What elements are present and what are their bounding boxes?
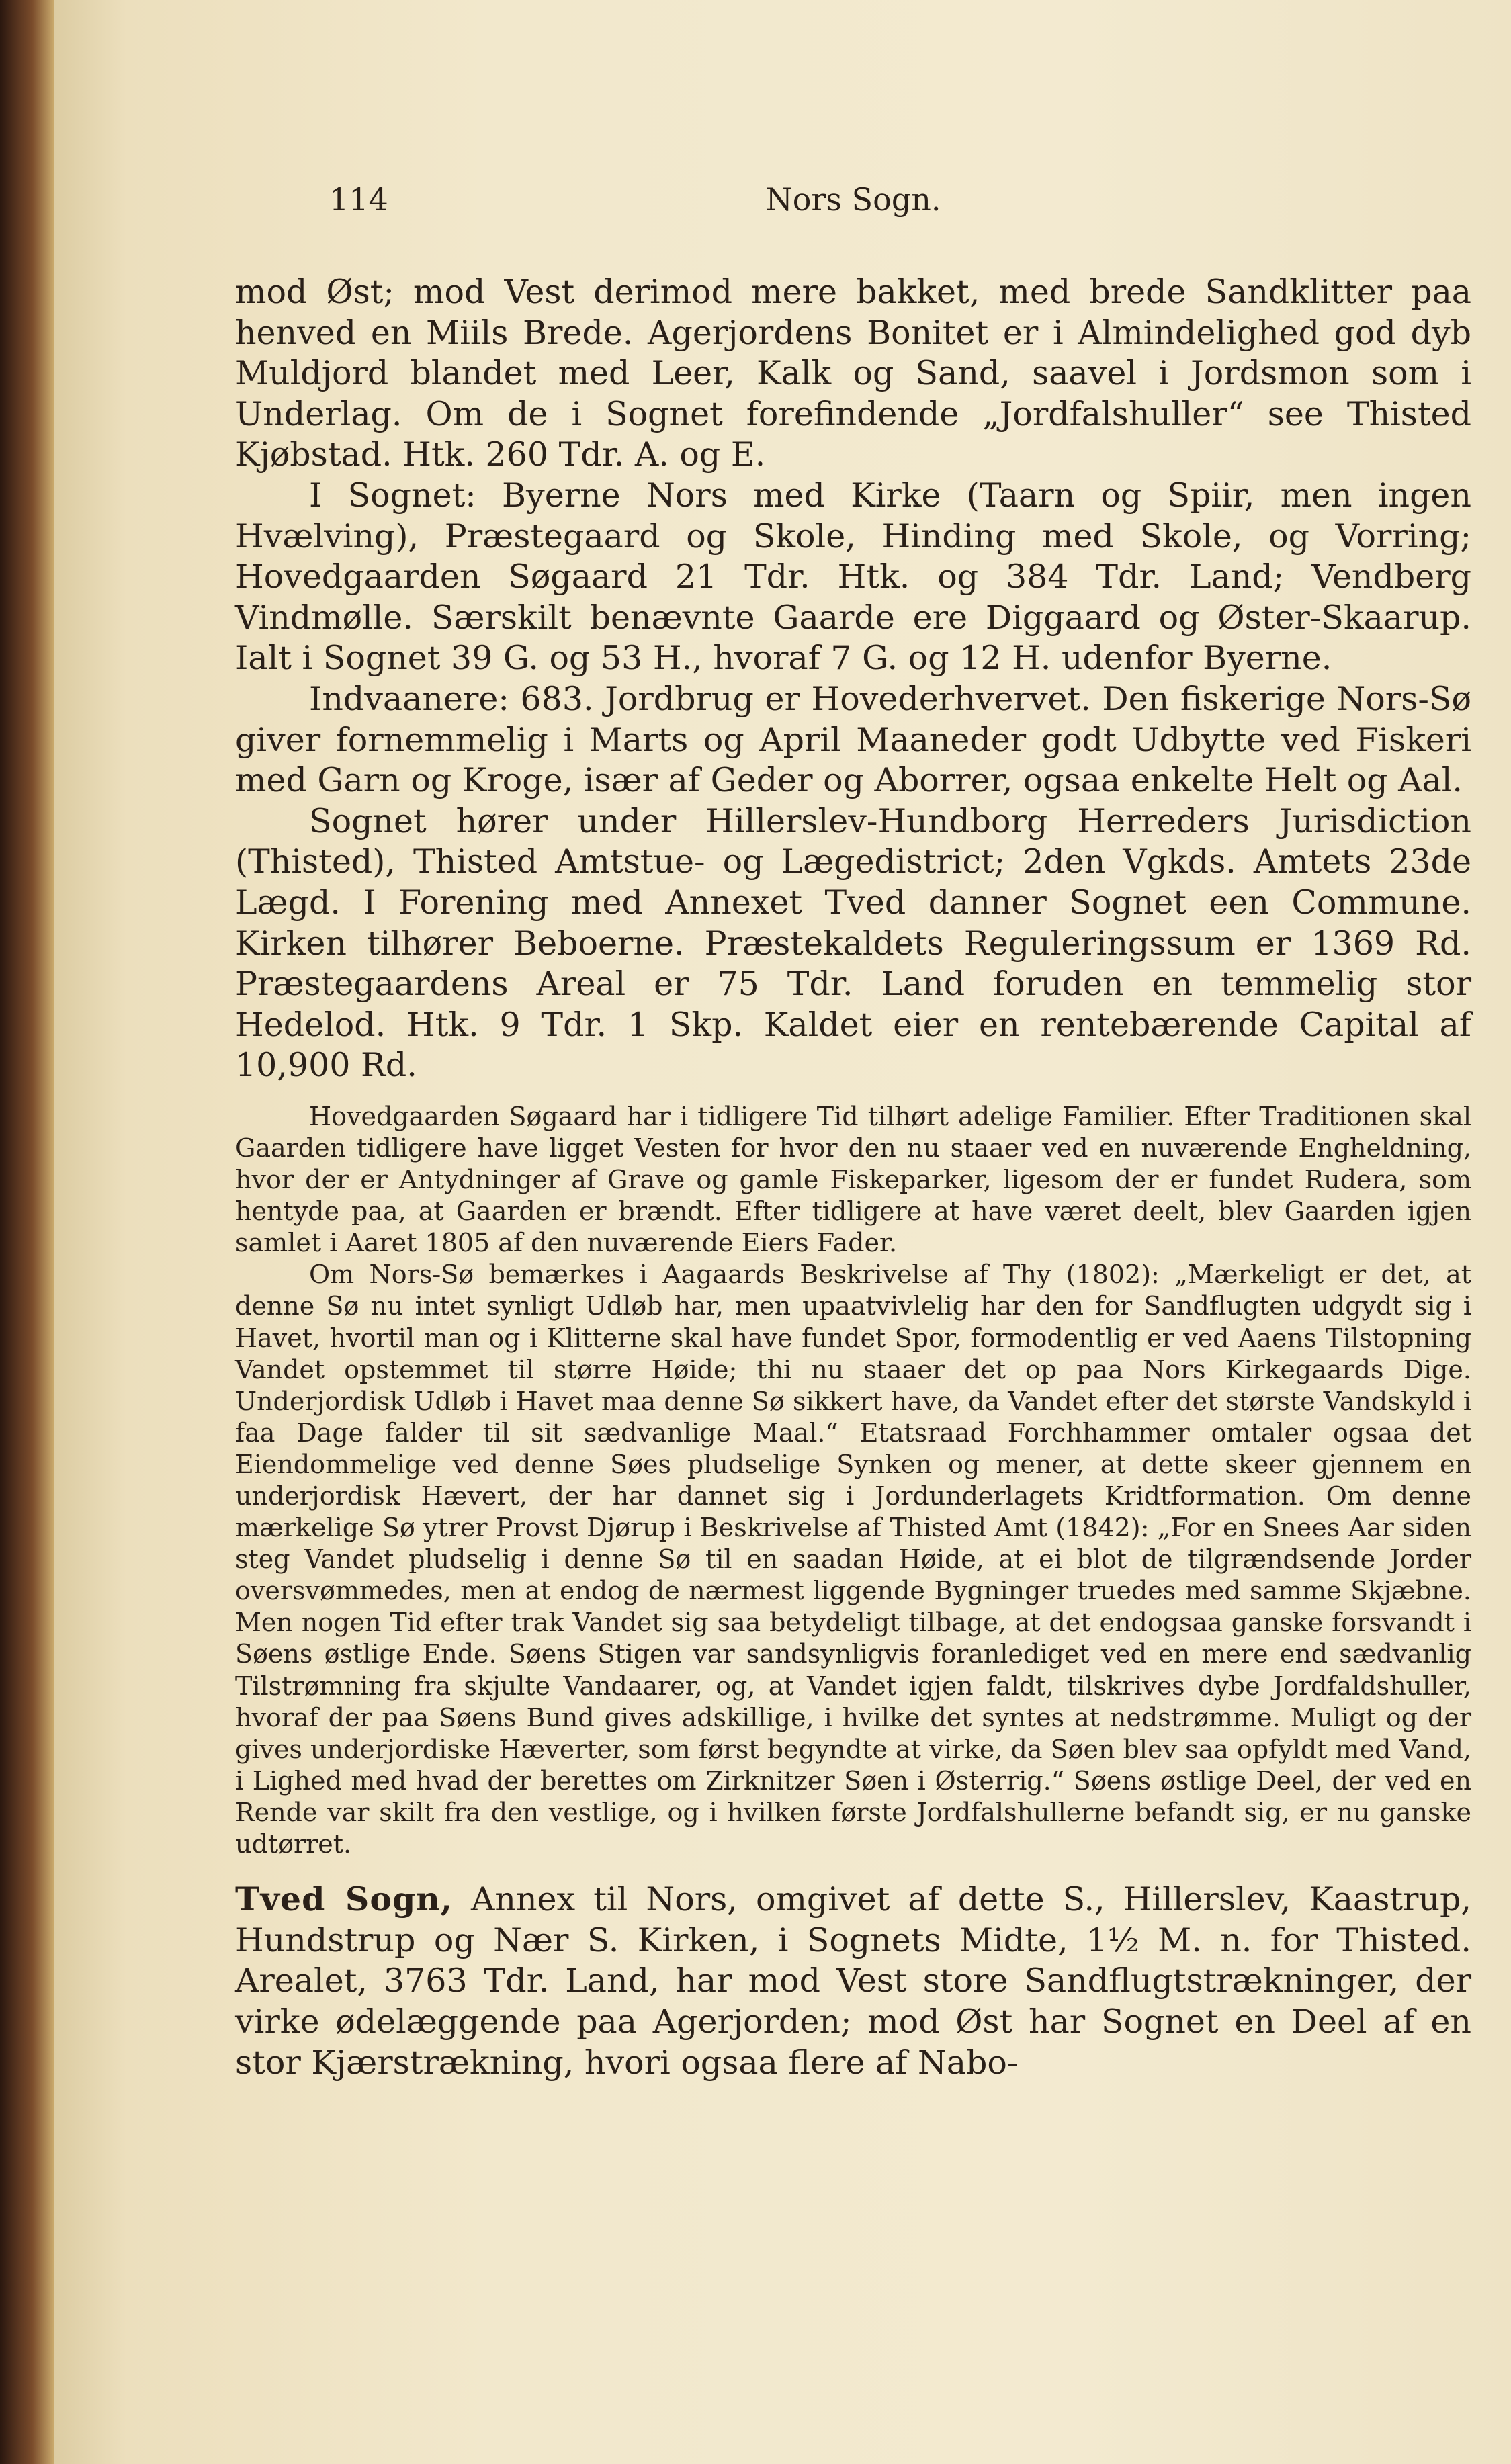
note-paragraph: Om Nors-Sø bemærkes i Aagaards Beskrivelse af Thy (1802): „Mærkeligt er det, at denne Sø nu intet synligt Udløb har, men upaatvivlelig har den for Sandflugten udgydt sig i Havet, hvortil man og i Klitterne skal have fundet Spor, formodentlig er ved Aaens Tilstopning Vandet opstemmet til større Høide; thi nu staaer det op paa Nors Kirkegaards Dige. Underjordisk Udløb i Havet maa denne Sø sikkert have, da Vandet efter det største Vandskyld i faa Dage falder til sit sædvanlige Maal.“ Etatsraad Forchhammer omtaler ogsaa det Eiendommelige ved denne Søes pludselige Synken og mener, at dette skeer gjennem en underjordisk Hævert, der har dannet sig i Jordunderlagets Kridtformation. Om denne mærkelige Sø ytrer Provst Djørup i Beskrivelse af Thisted Amt (1842): „For en Snees Aar siden steg Vandet pludselig i denne Sø til en saadan Høide, at ei blot de tilgrændsende Jorder oversvømmedes, men at endog de nærmest liggende Bygninger truedes med samme Skjæbne. Men nogen Tid efter trak Vandet sig saa betydeligt tilbage, at det endogsaa ganske forsvandt i Søens østlige Ende. Søens Stigen var sandsynligvis foranlediget ved en mere end sædvanlig Tilstrømning fra skjulte Vandaarer, og, at Vandet igjen faldt, tilskrives dybe Jordfaldshuller, hvoraf der paa Søens Bund gives adskillige, i hvilke det syntes at nedstrømme. Muligt og der gives underjordiske Hæverter, som først begyndte at virke, da Søen blev saa opfyldt med Vand, i Lighed med hvad der berettes om Zirknitzer Søen i Østerrig.“ Søens østlige Deel, der ved en Rende var skilt fra den vestlige, og i hvilken første Jordfalshullerne befandt sig, er nu ganske udtørret.: [235, 1260, 1471, 1859]
book-spine: [0, 0, 54, 2464]
note-paragraph: Hovedgaarden Søgaard har i tidligere Tid tilhørt adelige Familier. Efter Traditionen skal Gaarden tidligere have ligget Vesten for hvor den nu staaer ved en nuværende Engheldning, hvor der er Antydninger af Grave og gamle Fiskeparker, ligesom der er fundet Rudera, som hentyde paa, at Gaarden er brændt. Efter tidligere at have været deelt, blev Gaarden igjen samlet i Aaret 1805 af den nuværende Eiers Fader.: [235, 1101, 1471, 1258]
paragraph: Indvaanere: 683. Jordbrug er Hovederhvervet. Den fiskerige Nors-Sø giver fornemmelig i Marts og April Maaneder godt Udbytte ved Fiskeri med Garn og Kroge, især af Geder og Aborrer, ogsaa enkelte Helt og Aal.: [235, 679, 1471, 800]
section-paragraph: [235, 1879, 1471, 2083]
paragraph: mod Øst; mod Vest derimod mere bakket, med brede Sandklitter paa henved en Miils Brede. Agerjordens Bonitet er i Almindelighed god dyb Muldjord blandet med Leer, Kalk og Sand, saavel i Jordsmon som i Underlag. Om de i Sognet forefindende „Jordfalshuller“ see Thisted Kjøbstad. Htk. 260 Tdr. A. og E.: [235, 273, 1471, 474]
running-header: [235, 161, 1471, 235]
main-text: [235, 272, 1471, 1086]
notes: [235, 1101, 1471, 1860]
paragraph: I Sognet: Byerne Nors med Kirke (Taarn og Spiir, men ingen Hvælving), Præstegaard og Skole, Hinding med Skole, og Vorring; Hovedgaarden Søgaard 21 Tdr. Htk. og 384 Tdr. Land; Vendberg Vindmølle. Særskilt benævnte Gaarde ere Diggaard og Øster-Skaarup. Ialt i Sognet 39 G. og 53 H., hvoraf 7 G. og 12 H. udenfor Byerne.: [235, 476, 1471, 678]
paragraph: Sognet hører under Hillerslev-Hundborg Herreders Jurisdiction (Thisted), Thisted Amtstue- og Lægedistrict; 2den Vgkds. Amtets 23de Lægd. I Forening med Annexet Tved danner Sognet een Commune. Kirken tilhører Beboerne. Præstekaldets Reguleringssum er 1369 Rd. Præstegaardens Areal er 75 Tdr. Land foruden en temmelig stor Hedelod. Htk. 9 Tdr. 1 Skp. Kaldet eier en rentebærende Capital af 10,900 Rd.: [235, 801, 1471, 1085]
tved-sogn-section: [235, 1879, 1471, 2083]
page-number: 114: [329, 181, 388, 218]
section-heading: Tved Sogn,: [235, 1880, 453, 1919]
page-content: [235, 161, 1471, 2432]
book-page: [54, 0, 1511, 2464]
running-title: Nors Sogn.: [765, 181, 941, 218]
section-text: Annex til Nors, omgivet af dette S., Hillerslev, Kaastrup, Hundstrup og Nær S. Kirken, i Sognets Midte, 1½ M. n. for Thisted. Arealet, 3763 Tdr. Land, har mod Vest store Sandflugtstrækninger, der virke ødelæggende paa Agerjorden; mod Øst har Sognet en Deel af en stor Kjærstrækning, hvori ogsaa flere af Nabo-: [235, 1880, 1471, 2082]
